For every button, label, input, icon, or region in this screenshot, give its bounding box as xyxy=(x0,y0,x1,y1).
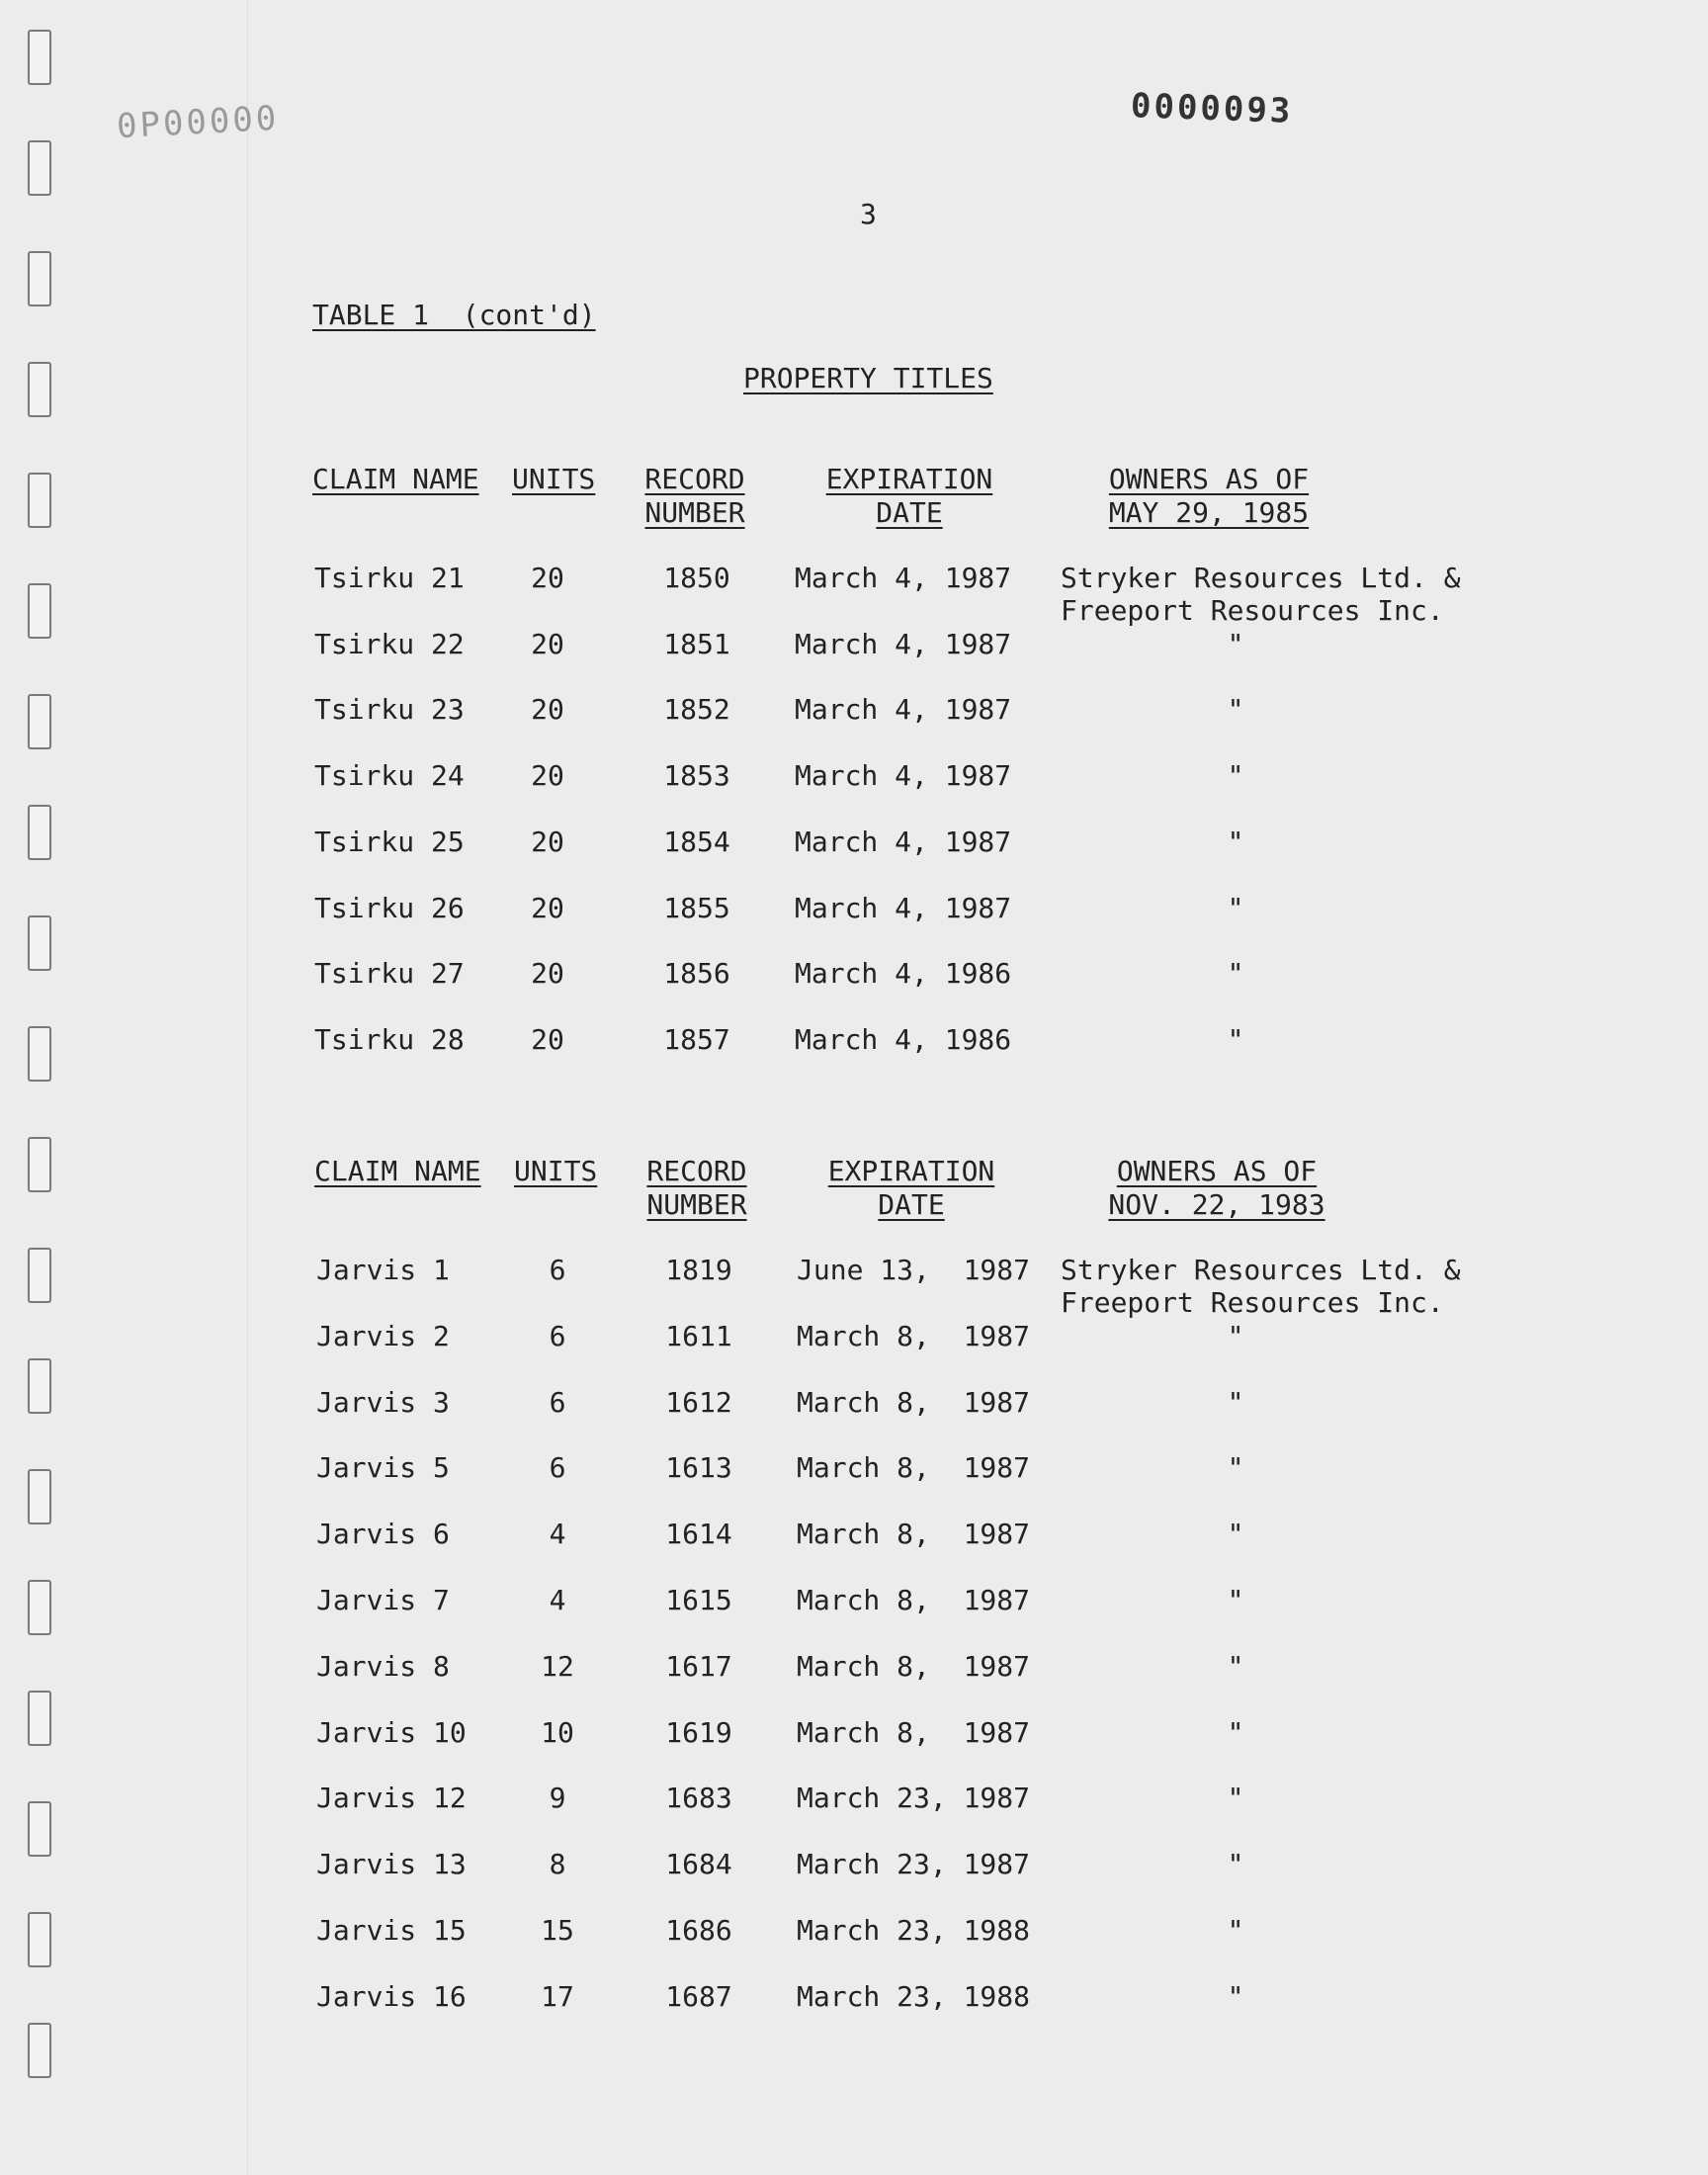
units-cell: 20 xyxy=(531,825,564,858)
units-cell: 4 xyxy=(549,1518,566,1551)
units-cell: 20 xyxy=(531,891,564,924)
units-cell: 6 xyxy=(549,1319,566,1352)
expiration-date-cell: March 8, 1987 xyxy=(797,1319,1031,1352)
units-cell: 12 xyxy=(541,1649,574,1683)
claim-name-cell: Jarvis 16 xyxy=(316,1979,467,2013)
binder-hole xyxy=(28,1801,51,1857)
record-number-cell: 1684 xyxy=(665,1848,732,1881)
ditto-mark-cell: " xyxy=(1227,1022,1244,1056)
header-owners: OWNERS AS OF NOV. 22, 1983 xyxy=(1108,1155,1325,1221)
binder-hole xyxy=(28,915,51,971)
record-number-cell: 1615 xyxy=(665,1584,732,1616)
record-number-cell: 1683 xyxy=(665,1782,732,1815)
units-cell: 20 xyxy=(531,627,564,660)
binder-hole xyxy=(28,1358,51,1414)
record-number-cell: 1857 xyxy=(663,1022,730,1056)
binder-hole xyxy=(28,473,51,528)
table-title: PROPERTY TITLES xyxy=(743,362,993,394)
claim-name-cell: Tsirku 27 xyxy=(314,957,465,991)
record-number-cell: 1686 xyxy=(665,1914,732,1947)
claim-name-cell: Jarvis 13 xyxy=(316,1848,467,1881)
ditto-mark-cell: " xyxy=(1227,825,1244,858)
claim-name-cell: Jarvis 2 xyxy=(316,1319,450,1352)
expiration-date-cell: March 8, 1987 xyxy=(797,1584,1031,1616)
ditto-mark-cell: " xyxy=(1227,1649,1244,1683)
binder-hole xyxy=(28,1137,51,1192)
record-number-cell: 1850 xyxy=(663,562,730,594)
claim-name-cell: Tsirku 23 xyxy=(314,693,465,727)
record-number-cell: 1853 xyxy=(663,759,730,793)
units-cell: 9 xyxy=(549,1782,566,1815)
faded-stamp-number: 0P00000 xyxy=(116,98,281,147)
expiration-date-cell: March 4, 1987 xyxy=(795,759,1012,793)
record-number-cell: 1854 xyxy=(663,825,730,858)
claim-name-cell: Jarvis 3 xyxy=(316,1385,450,1419)
ditto-mark-cell: " xyxy=(1227,1385,1244,1419)
binder-hole xyxy=(28,1469,51,1524)
record-number-cell: 1856 xyxy=(663,957,730,991)
units-cell: 10 xyxy=(541,1715,574,1749)
claim-name-cell: Jarvis 15 xyxy=(316,1914,467,1947)
owner-cell: Freeport Resources Inc. xyxy=(1061,594,1444,627)
ditto-mark-cell: " xyxy=(1227,1782,1244,1815)
expiration-date-cell: March 4, 1987 xyxy=(795,562,1012,594)
claim-name-cell: Tsirku 22 xyxy=(314,627,465,660)
units-cell: 20 xyxy=(531,693,564,727)
binder-hole xyxy=(28,1026,51,1082)
ditto-mark-cell: " xyxy=(1227,1848,1244,1881)
units-cell: 15 xyxy=(541,1914,574,1947)
ditto-mark-cell: " xyxy=(1227,1584,1244,1616)
ditto-mark-cell: " xyxy=(1227,1518,1244,1551)
binder-hole xyxy=(28,362,51,417)
expiration-date-cell: March 23, 1988 xyxy=(797,1914,1031,1947)
ditto-mark-cell: " xyxy=(1227,693,1244,727)
claim-name-cell: Jarvis 6 xyxy=(316,1518,450,1551)
ditto-mark-cell: " xyxy=(1227,627,1244,660)
ditto-mark-cell: " xyxy=(1227,1715,1244,1749)
ditto-mark-cell: " xyxy=(1227,1319,1244,1352)
binder-hole xyxy=(28,1580,51,1635)
units-cell: 20 xyxy=(531,759,564,793)
claim-name-cell: Jarvis 1 xyxy=(316,1254,450,1286)
binder-hole xyxy=(28,251,51,306)
units-cell: 6 xyxy=(549,1451,566,1485)
ditto-mark-cell: " xyxy=(1227,1451,1244,1485)
claim-name-cell: Tsirku 21 xyxy=(314,562,465,594)
expiration-date-cell: March 8, 1987 xyxy=(797,1649,1031,1683)
record-number-cell: 1611 xyxy=(665,1319,732,1352)
owner-cell: Freeport Resources Inc. xyxy=(1061,1286,1444,1319)
header-expiration-date: EXPIRATION DATE xyxy=(825,463,993,529)
expiration-date-cell: March 4, 1987 xyxy=(795,627,1012,660)
ditto-mark-cell: " xyxy=(1227,957,1244,991)
claim-name-cell: Jarvis 5 xyxy=(316,1451,450,1485)
claim-name-cell: Tsirku 26 xyxy=(314,891,465,924)
binder-hole xyxy=(28,694,51,749)
record-number-cell: 1614 xyxy=(665,1518,732,1551)
record-number-cell: 1613 xyxy=(665,1451,732,1485)
header-claim-name: CLAIM NAME xyxy=(314,1155,481,1187)
binder-hole xyxy=(28,1248,51,1303)
binder-hole xyxy=(28,2023,51,2078)
binder-hole xyxy=(28,1912,51,1967)
record-number-cell: 1852 xyxy=(663,693,730,727)
owner-cell: Stryker Resources Ltd. & xyxy=(1061,1254,1461,1286)
expiration-date-cell: March 23, 1987 xyxy=(797,1782,1031,1815)
units-cell: 8 xyxy=(549,1848,566,1881)
claim-name-cell: Tsirku 25 xyxy=(314,825,465,858)
header-record-number: RECORD NUMBER xyxy=(644,463,745,529)
claim-name-cell: Jarvis 8 xyxy=(316,1649,450,1683)
ditto-mark-cell: " xyxy=(1227,891,1244,924)
record-number-cell: 1687 xyxy=(665,1979,732,2013)
record-number-cell: 1612 xyxy=(665,1385,732,1419)
header-expiration-date: EXPIRATION DATE xyxy=(827,1155,995,1221)
header-owners: OWNERS AS OF MAY 29, 1985 xyxy=(1108,463,1310,529)
ditto-mark-cell: " xyxy=(1227,759,1244,793)
expiration-date-cell: March 23, 1987 xyxy=(797,1848,1031,1881)
expiration-date-cell: March 4, 1987 xyxy=(795,891,1012,924)
table-label: TABLE 1 (cont'd) xyxy=(312,299,596,331)
record-number-cell: 1819 xyxy=(665,1254,732,1286)
expiration-date-cell: March 8, 1987 xyxy=(797,1385,1031,1419)
claim-name-cell: Tsirku 24 xyxy=(314,759,465,793)
binder-hole xyxy=(28,583,51,639)
ditto-mark-cell: " xyxy=(1227,1979,1244,2013)
owner-cell: Stryker Resources Ltd. & xyxy=(1061,562,1461,594)
expiration-date-cell: March 8, 1987 xyxy=(797,1451,1031,1485)
expiration-date-cell: March 4, 1986 xyxy=(795,1022,1012,1056)
header-units: UNITS xyxy=(514,1155,598,1187)
units-cell: 6 xyxy=(549,1254,566,1286)
expiration-date-cell: March 4, 1987 xyxy=(795,825,1012,858)
claim-name-cell: Tsirku 28 xyxy=(314,1022,465,1056)
expiration-date-cell: June 13, 1987 xyxy=(797,1254,1031,1286)
record-number-cell: 1855 xyxy=(663,891,730,924)
binder-hole xyxy=(28,30,51,85)
record-number-cell: 1851 xyxy=(663,627,730,660)
ditto-mark-cell: " xyxy=(1227,1914,1244,1947)
expiration-date-cell: March 4, 1986 xyxy=(795,957,1012,991)
units-cell: 4 xyxy=(549,1584,566,1616)
record-number-cell: 1617 xyxy=(665,1649,732,1683)
units-cell: 17 xyxy=(541,1979,574,2013)
binder-hole xyxy=(28,1691,51,1746)
claim-name-cell: Jarvis 10 xyxy=(316,1715,467,1749)
units-cell: 20 xyxy=(531,562,564,594)
expiration-date-cell: March 4, 1987 xyxy=(795,693,1012,727)
expiration-date-cell: March 8, 1987 xyxy=(797,1518,1031,1551)
expiration-date-cell: March 8, 1987 xyxy=(797,1715,1031,1749)
page-number: 3 xyxy=(860,198,877,230)
record-number-cell: 1619 xyxy=(665,1715,732,1749)
header-claim-name: CLAIM NAME xyxy=(312,463,479,495)
claim-name-cell: Jarvis 7 xyxy=(316,1584,450,1616)
claim-name-cell: Jarvis 12 xyxy=(316,1782,467,1815)
header-record-number: RECORD NUMBER xyxy=(646,1155,747,1221)
units-cell: 6 xyxy=(549,1385,566,1419)
expiration-date-cell: March 23, 1988 xyxy=(797,1979,1031,2013)
units-cell: 20 xyxy=(531,1022,564,1056)
binder-hole xyxy=(28,805,51,860)
header-units: UNITS xyxy=(512,463,596,495)
units-cell: 20 xyxy=(531,957,564,991)
document-stamp-number: 0000093 xyxy=(1130,86,1294,131)
binder-hole xyxy=(28,140,51,196)
